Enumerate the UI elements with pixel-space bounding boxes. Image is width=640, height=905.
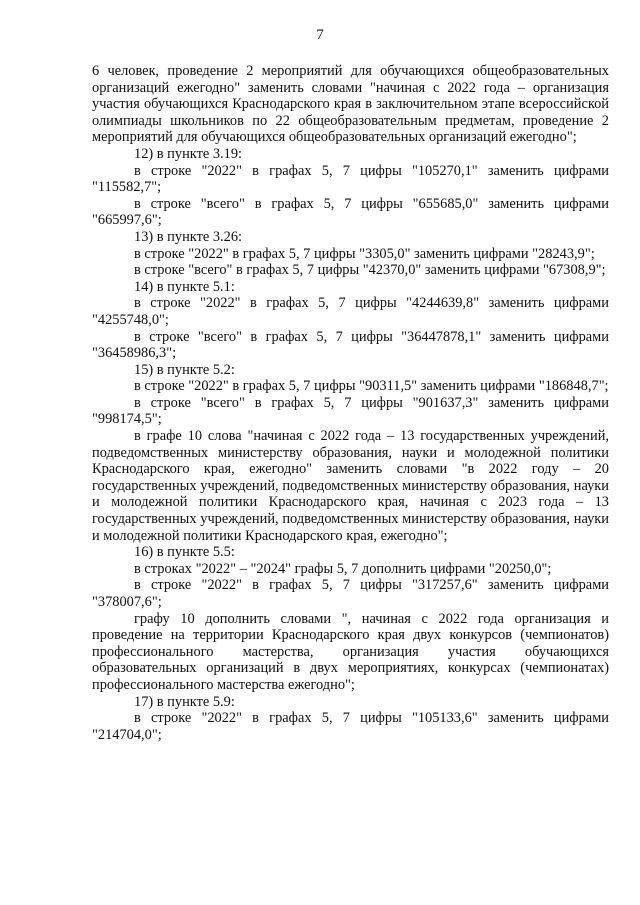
paragraph: 15) в пункте 5.2: bbox=[134, 361, 235, 378]
paragraph: 14) в пункте 5.1: bbox=[134, 278, 235, 295]
paragraph: в строке "2022" в графах 5, 7 цифры "90311,5" заменить цифрами "186848,7"; bbox=[134, 378, 609, 395]
paragraph: 13) в пункте 3.26: bbox=[134, 228, 243, 245]
paragraph: 16) в пункте 5.5: bbox=[134, 544, 235, 561]
document-body bbox=[92, 63, 609, 743]
paragraph: в строке "2022" в графах 5, 7 цифры "4244639,8" заменить цифрами "4255748,0"; bbox=[92, 295, 609, 328]
paragraph: в строках "2022" – "2024" графы 5, 7 дополнить цифрами "20250,0"; bbox=[134, 560, 552, 577]
paragraph: в строке "всего" в графах 5, 7 цифры "42370,0" заменить цифрами "67308,9"; bbox=[134, 262, 606, 279]
paragraph: в строке "всего" в графах 5, 7 цифры "901637,3" заменить цифрами "998174,5"; bbox=[92, 394, 609, 428]
paragraph: в графе 10 слова "начиная с 2022 года – 13 государственных учреждений, подведомственных министерству образования, науки и молодежной политики Краснодарского края, ежегодно" заменить словами "в 2022 году – 20 государственных учреждений, подведомственных министерству образования, науки и молодежной политики Краснодарского края, начиная с 2023 года – 13 государственных учреждений, подведомственных министерству образования, науки и молодежной политики Краснодарского края, ежегодно"; bbox=[92, 428, 609, 544]
paragraph: в строке "2022" в графах 5, 7 цифры "317257,6" заменить цифрами "378007,6"; bbox=[92, 577, 609, 610]
page-number: 7 bbox=[316, 27, 324, 43]
paragraph: 6 человек, проведение 2 мероприятий для обучающихся общеобразовательных организаций ежегодно" заменить словами "начиная с 2022 года – организация участия обучающихся Краснодарского края в заключительном этапе всероссийской олимпиады школьников по 22 общеобразовательным предметам, проведение 2 мероприятий для обучающихся общеобразовательных организаций ежегодно"; bbox=[92, 63, 609, 146]
paragraph: в строке "всего" в графах 5, 7 цифры "655685,0" заменить цифрами "665997,6"; bbox=[92, 195, 609, 229]
paragraph: в строке "2022" в графах 5, 7 цифры "105270,1" заменить цифрами "115582,7"; bbox=[92, 162, 609, 196]
paragraph: графу 10 дополнить словами ", начиная с 2022 года организация и проведение на территории Краснодарского края двух конкурсов (чемпионатов) профессионального мастерства, организация участия обучающихся образовательных организаций в двух мероприятиях, конкурсах (чемпионатах) профессионального мастерства ежегодно"; bbox=[92, 610, 609, 693]
paragraph: 12) в пункте 3.19: bbox=[134, 145, 243, 162]
paragraph: в строке "2022" в графах 5, 7 цифры "3305,0" заменить цифрами "28243,9"; bbox=[134, 245, 595, 262]
paragraph: в строке "2022" в графах 5, 7 цифры "105133,6" заменить цифрами "214704,0"; bbox=[92, 710, 609, 743]
paragraph: в строке "всего" в графах 5, 7 цифры "36447878,1" заменить цифрами "36458986,3"; bbox=[92, 328, 609, 362]
paragraph: 17) в пункте 5.9: bbox=[134, 693, 235, 710]
